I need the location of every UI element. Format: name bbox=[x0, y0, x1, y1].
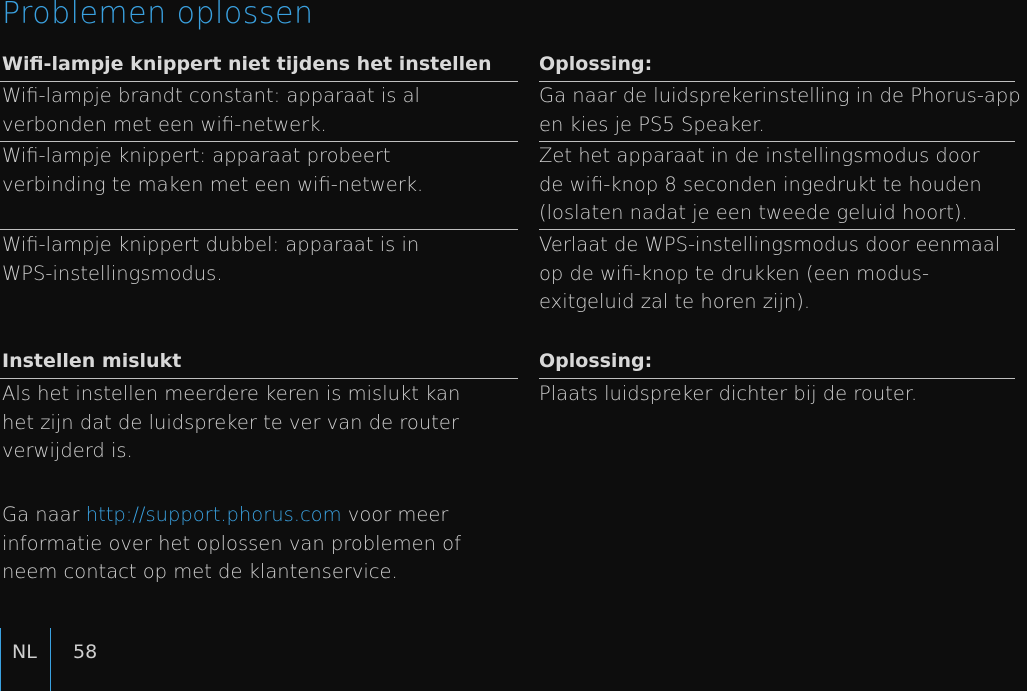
text-line: het zijn dat de luidspreker te ver van de router bbox=[2, 410, 459, 434]
language-label: NL bbox=[12, 641, 37, 663]
text-line: de wifi-knop 8 seconden ingedrukt te houden bbox=[539, 172, 982, 196]
text-line: exitgeluid zal te horen zijn). bbox=[539, 290, 811, 313]
section1-row3-solution bbox=[539, 231, 1000, 317]
row2-divider-left bbox=[0, 229, 518, 230]
text-line: Zet het apparaat in de instellingsmodus door bbox=[539, 144, 980, 167]
text-line: verbinding te maken met een wifi-netwerk. bbox=[2, 172, 424, 196]
page-title: Problemen oplossen bbox=[2, 0, 314, 31]
section1-row2-solution bbox=[539, 142, 982, 228]
text-line: en kies je PS5 Speaker. bbox=[539, 112, 765, 136]
section2-divider-right bbox=[539, 378, 1015, 379]
support-info-prefix: Ga naar bbox=[2, 503, 86, 526]
text-line: Plaats luidspreker dichter bij de router. bbox=[539, 382, 918, 405]
support-info bbox=[2, 501, 461, 587]
section2-problem bbox=[2, 380, 460, 466]
text-line: Wifi-lampje knippert dubbel: apparaat is in bbox=[2, 233, 420, 256]
row2-divider-right bbox=[539, 229, 1015, 230]
section1-row3-problem bbox=[2, 231, 419, 288]
text-line: (loslaten nadat je een tweede geluid hoort). bbox=[539, 201, 968, 224]
page-number: 58 bbox=[73, 641, 98, 663]
text-line: Verlaat de WPS-instellingsmodus door eenmaal bbox=[539, 233, 1001, 256]
text-line: WPS-instellingsmodus. bbox=[2, 261, 223, 285]
text-line: Wifi-lampje knippert: apparaat probeert bbox=[2, 144, 391, 167]
section2-divider-left bbox=[0, 378, 518, 379]
text-line: verbonden met een wifi-netwerk. bbox=[2, 112, 327, 136]
text-line: verwijderd is. bbox=[2, 439, 133, 462]
section1-row2-problem bbox=[2, 142, 423, 199]
section2-header-solution: Oplossing: bbox=[539, 350, 653, 372]
section1-header-solution: Oplossing: bbox=[539, 53, 653, 75]
text-line: neem contact op met de klantenservice. bbox=[2, 560, 398, 583]
section1-row1-problem bbox=[2, 82, 420, 139]
text-line: Als het instellen meerdere keren is mislukt kan bbox=[2, 382, 461, 405]
section1-row1-solution bbox=[539, 82, 1021, 139]
support-link[interactable]: http://support.phorus.com bbox=[85, 503, 342, 526]
text-line: informatie over het oplossen van problemen of bbox=[2, 531, 461, 555]
support-info-suffix: voor meer bbox=[341, 503, 449, 526]
text-line: Wifi-lampje brandt constant: apparaat is al bbox=[2, 84, 420, 107]
section1-header-problem: Wifi-lampje knippert niet tijdens het instellen bbox=[2, 53, 492, 75]
section2-header-problem: Instellen mislukt bbox=[2, 350, 182, 372]
section2-solution bbox=[539, 380, 917, 409]
support-info-first-line bbox=[2, 501, 461, 530]
text-line: Ga naar de luidsprekerinstelling in de Phorus-app bbox=[539, 84, 1021, 107]
text-line: op de wifi-knop te drukken (een modus- bbox=[539, 261, 929, 285]
